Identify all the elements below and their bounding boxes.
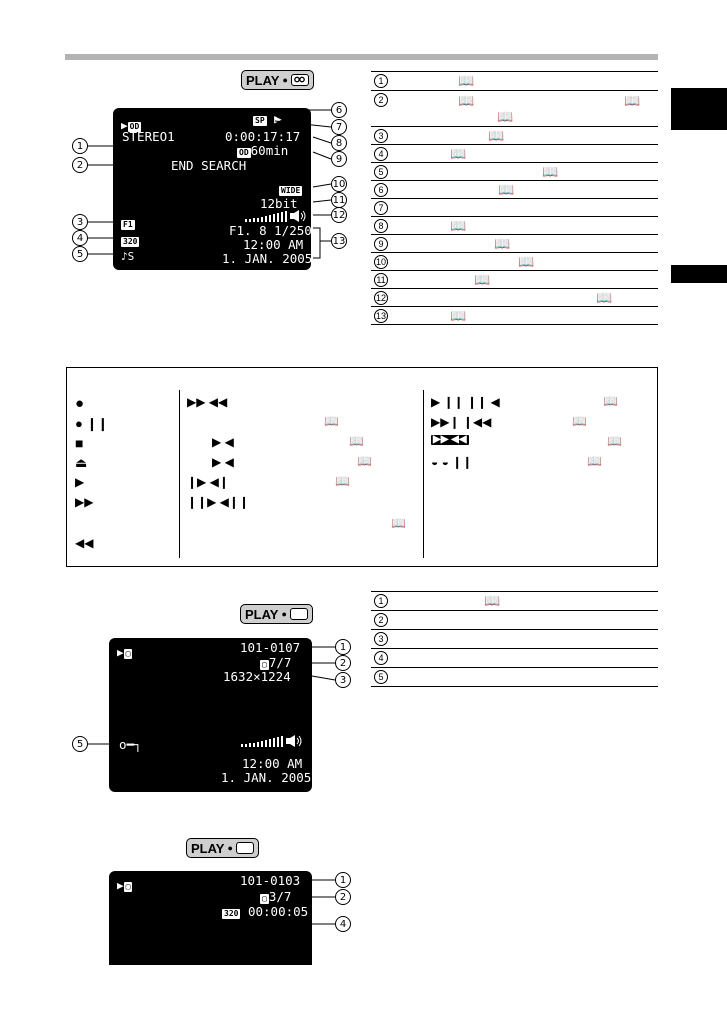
callout-3 [72,214,88,230]
callout-num: 11 [332,194,346,206]
play-indicator-icon: ▶ [266,111,282,126]
legend-book-icon: 📖 [324,414,339,428]
callout-12 [331,207,347,223]
legend-book-icon: 📖 [603,394,618,408]
play-label: PLAY [245,606,279,622]
legend-card-ff-label: ▶▶ ◀◀ [433,434,467,445]
row-num: 5 [374,670,388,684]
row-num: 5 [374,165,388,179]
row-num: 4 [374,147,388,161]
card-icon-small: ▢ [262,894,267,903]
card-time: 12:00 AM [242,756,303,771]
table-row [371,649,658,668]
table-row [371,289,658,307]
callout-num: 2 [339,657,347,669]
size-320-icon [121,235,139,247]
callout-c2-2 [335,889,351,905]
row-num: 3 [374,632,388,646]
legend-card-ff-rew-icon [431,435,469,445]
table-row [371,163,658,181]
play-label: PLAY [246,72,280,88]
table-row [371,611,658,630]
sp-badge [253,112,282,126]
callout-num: 1 [339,641,347,653]
play-card-badge-bottom: PLAY ● [186,838,259,858]
legend-book-icon: 📖 [335,474,350,488]
row-num: 2 [374,93,388,107]
legend-play-dir-icon: ▶ ◀ [212,435,234,449]
wide-label: WIDE [281,186,301,195]
header-rule [65,54,658,60]
callout-num: 3 [76,216,84,228]
playback-date: 1. JAN. 2005 [222,251,313,266]
callout-num: 12 [332,209,346,221]
callout-num: 10 [332,178,346,190]
callout-num: 13 [332,235,346,247]
callout-1 [72,138,88,154]
image-count-value: 3/7 [268,889,292,904]
sp-mode: SP [255,116,265,125]
callout-c2-1 [335,872,351,888]
row-num: 8 [374,219,388,233]
card-icon-small: ▢ [262,660,267,669]
book-icon: 📖 [484,593,501,608]
callout-num: 5 [76,248,84,260]
file-number: 101-0107 [240,640,301,655]
callout-c1-1 [335,639,351,655]
sound-mode-icon: ♪S [121,250,135,263]
legend-record-icon: ● [75,395,85,412]
callout-7 [331,119,347,135]
card-playback-screen-2 [109,871,312,965]
row-num: 1 [374,594,388,608]
callout-num: 7 [335,121,343,133]
book-icon: 📖 [596,289,613,305]
table-row [371,307,658,325]
row-num: 4 [374,651,388,665]
row-num: 6 [374,183,388,197]
legend-ff-rew-icon: ▶▶ ◀◀ [187,395,228,409]
callout-num: 3 [339,674,347,686]
callout-c1-3 [335,672,351,688]
callout-num: 5 [76,738,84,750]
legend-record-dub-icon: ◒ ◒ ❙❙ [431,455,473,469]
row-num: 3 [374,129,388,143]
book-icon: 📖 [624,93,641,108]
audio-channel: STEREO1 [122,129,175,144]
table-row [371,668,658,687]
callout-5 [72,246,88,262]
legend-frame-advance-icon: ❙▶ ◀❙ [187,475,229,489]
f1-icon [121,218,135,230]
key-icon: o━┐ [119,737,142,752]
table-row [371,271,658,289]
volume-bar-icon [239,734,305,751]
table-row [371,181,658,199]
row-num: 13 [375,310,386,321]
tape-playback-screen [113,108,311,270]
f1-label: F1 [123,220,133,229]
book-icon: 📖 [488,127,505,143]
card-icon [290,608,308,620]
legend-slow-icon: ❙❙▶ ◀❙❙ [187,495,250,509]
legend-fast-forward-icon: ▶▶ [75,495,94,509]
callout-2 [72,157,88,173]
card-play-icon: ▶ ▢ [117,646,131,659]
image-count-value: 7/7 [268,655,292,670]
timecode: 0:00:17:17 [225,129,301,144]
book-icon: 📖 [498,181,515,197]
book-icon: 📖 [458,73,475,88]
table-row [371,91,658,127]
callout-num: 9 [335,153,343,165]
tape-icon-small: OD [239,148,249,157]
play-label: PLAY [191,840,225,856]
book-icon: 📖 [518,253,535,269]
callout-c2-4 [335,916,351,932]
callout-8 [331,135,347,151]
callout-10 [331,176,347,192]
image-count [260,656,291,670]
row-num: 2 [374,613,388,627]
book-icon: 📖 [450,217,467,233]
callout-num: 1 [76,140,84,152]
legend-book-icon: 📖 [349,434,364,448]
card-display-table [371,591,658,687]
row-num: 1 [374,74,388,88]
book-icon: 📖 [450,145,467,161]
book-icon: 📖 [494,235,511,251]
table-row [371,145,658,163]
movie-time: 00:00:05 [247,904,309,919]
table-row [371,217,658,235]
table-row [371,72,658,91]
callout-num: 1 [339,874,347,886]
callout-13 [331,233,347,249]
play-tape-badge: PLAY ● [241,70,314,90]
row-num: 10 [375,256,386,267]
callout-9 [331,151,347,167]
audio-bits: 12bit [260,196,298,211]
book-icon: 📖 [458,93,475,108]
callout-num: 4 [76,232,84,244]
image-count [260,890,291,904]
tape-icon [291,74,309,86]
legend-stop-icon: ■ [75,435,84,451]
card-playback-screen-1 [109,638,312,792]
playback-time: 12:00 AM [243,237,304,252]
table-row [371,235,658,253]
card-date: 1. JAN. 2005 [221,770,312,785]
legend-pause-icon: ▶ ❙❙ ❙❙ ◀ [431,395,500,409]
movie-info [222,905,308,919]
tape-display-table [371,71,658,325]
callout-4 [72,230,88,246]
table-row [371,630,658,649]
operation-legend [66,367,658,567]
table-row [371,199,658,217]
table-row [371,592,658,611]
play-card-badge-top: PLAY ● [240,604,313,624]
callout-c1-5 [72,736,88,752]
callout-num: 8 [335,137,343,149]
row-num: 11 [374,273,388,287]
legend-divider-1 [179,390,180,558]
size-320-label: 320 [123,237,138,246]
legend-rewind-icon: ◀◀ [75,536,94,550]
callout-num: 6 [335,104,343,116]
book-icon: 📖 [474,271,491,287]
legend-play-dir-2-icon: ▶ ◀ [212,455,234,469]
legend-divider-2 [423,390,424,558]
legend-book-icon: 📖 [607,434,622,448]
legend-book-icon: 📖 [391,516,406,530]
side-tab-upper [671,88,727,130]
legend-book-icon: 📖 [572,414,587,428]
tape-play-icon: ▶ OD [121,119,140,132]
legend-book-icon: 📖 [587,454,602,468]
card-icon [236,842,254,854]
tape-remaining-value: 60min [250,143,289,158]
callout-num: 4 [339,918,347,930]
callout-6 [331,102,347,118]
book-icon: 📖 [497,109,514,124]
legend-record-pause-icon: ● ❙❙ [75,416,109,431]
legend-skip-icon: ▶▶❙ ❙◀◀ [431,415,492,429]
side-tab-lower [671,265,727,283]
legend-eject-icon: ⏏ [75,455,88,470]
callout-c1-2 [335,655,351,671]
card-play-icon: ▶ ▢ [117,879,131,892]
row-num: 9 [374,237,388,251]
tape-remaining [237,144,288,158]
file-number: 101-0103 [240,873,301,888]
wide-badge [279,182,302,196]
movie-size: 320 [224,909,239,918]
book-icon: 📖 [450,307,467,323]
aperture-shutter: F1. 8 1/250 [229,223,312,238]
end-search-label: END SEARCH [171,158,247,173]
table-row [371,253,658,271]
legend-book-icon: 📖 [357,454,372,468]
callout-num: 2 [76,159,84,171]
callout-11 [331,192,347,208]
table-row [371,127,658,145]
callout-num: 2 [339,891,347,903]
row-num: 12 [375,292,386,303]
image-size: 1632×1224 [223,669,291,684]
row-num: 7 [374,201,388,215]
legend-play-icon: ▶ [75,475,85,489]
book-icon: 📖 [542,163,559,179]
